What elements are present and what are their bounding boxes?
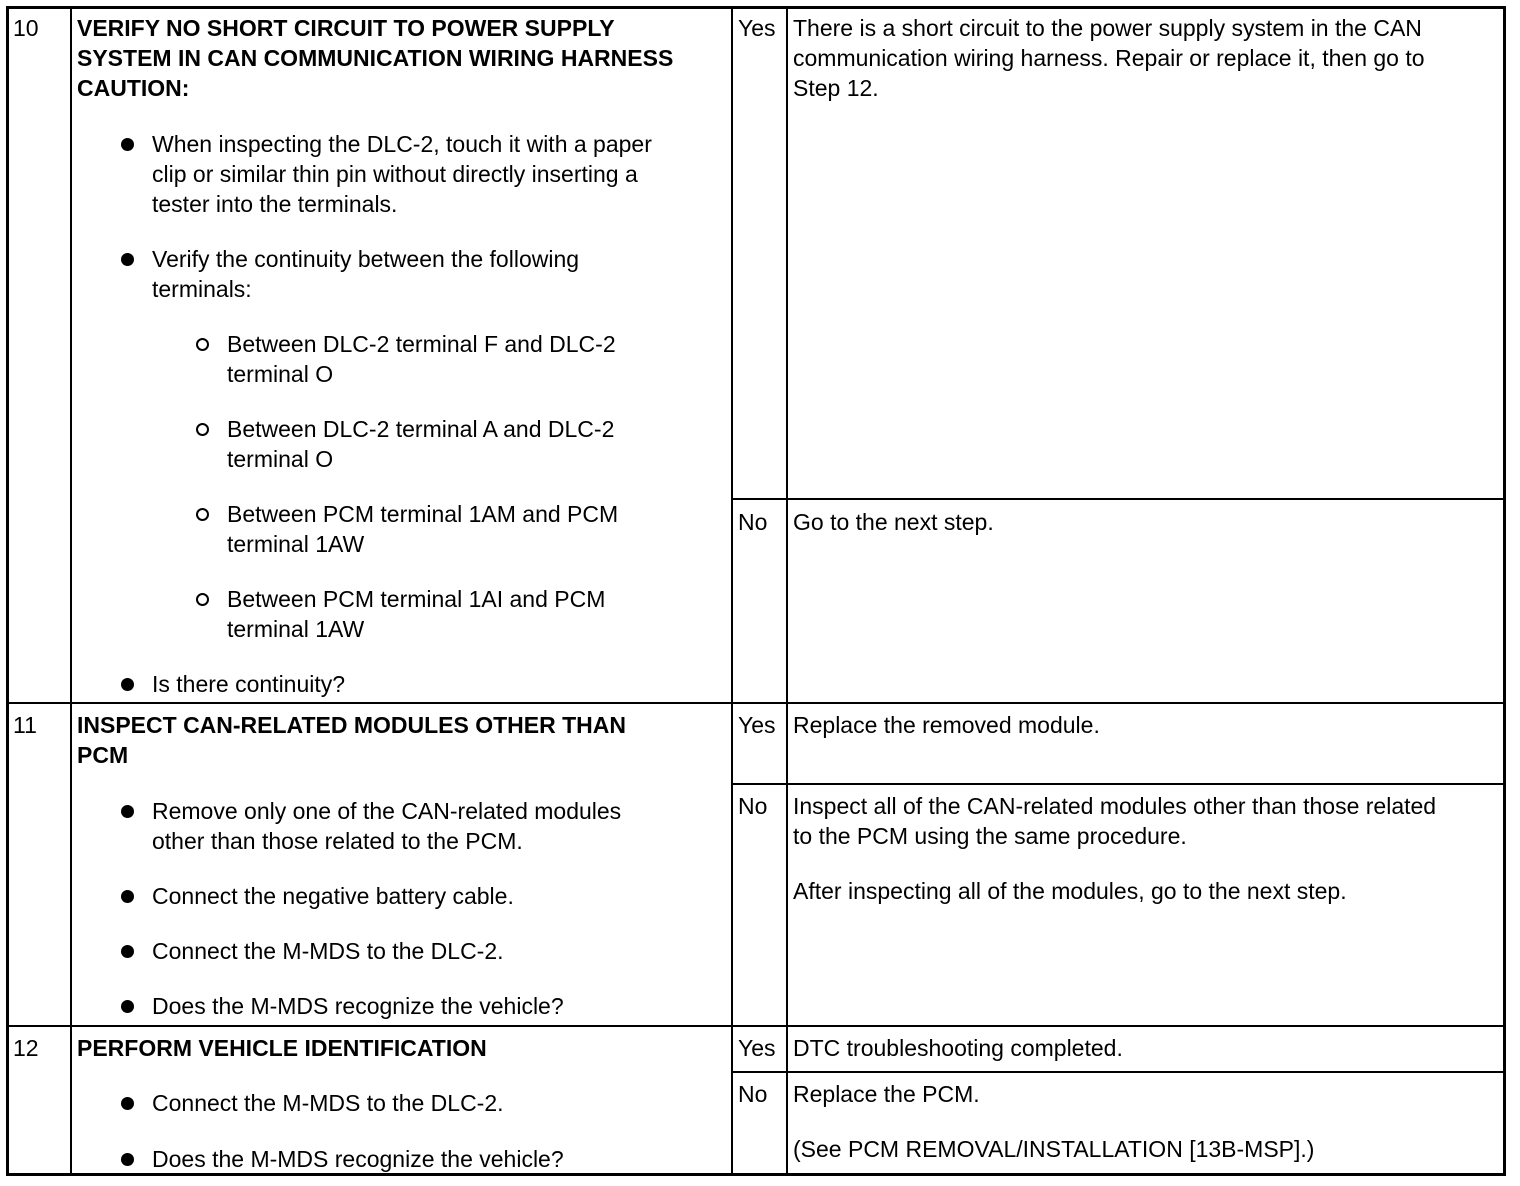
bullet-text-line: other than those related to the PCM.	[152, 828, 523, 854]
bullet-icon	[121, 253, 134, 266]
bullet-text-line: Connect the M-MDS to the DLC-2.	[152, 938, 504, 964]
bullet-text-line: Remove only one of the CAN-related modules	[152, 798, 622, 824]
troubleshooting-table	[6, 6, 1506, 1176]
yes-action-line: Step 12.	[793, 75, 879, 101]
sub-bullet-text-line: terminal O	[227, 446, 334, 472]
bullet-text-line: Verify the continuity between the following	[152, 246, 580, 272]
step-number: 10	[13, 15, 39, 41]
yes-no-divider	[731, 498, 1503, 500]
bullet-text-line: tester into the terminals.	[152, 191, 398, 217]
bullet-icon	[121, 890, 134, 903]
no-action-line: Replace the PCM.	[793, 1081, 980, 1107]
no-action-line: Go to the next step.	[793, 509, 994, 535]
no-action-line: to the PCM using the same procedure.	[793, 823, 1187, 849]
caution-label: CAUTION:	[77, 75, 190, 101]
step-title-line: INSPECT CAN-RELATED MODULES OTHER THAN	[77, 712, 627, 738]
sub-bullet-text-line: terminal O	[227, 361, 334, 387]
no-label: No	[738, 509, 768, 535]
sub-bullet-text-line: Between PCM terminal 1AM and PCM	[227, 501, 619, 527]
bullet-icon	[121, 945, 134, 958]
bullet-text-line: Is there continuity?	[152, 671, 346, 697]
yes-no-divider	[731, 1071, 1503, 1073]
bullet-text-line: When inspecting the DLC-2, touch it with a paper	[152, 131, 652, 157]
sub-bullet-text-line: Between DLC-2 terminal F and DLC-2	[227, 331, 616, 357]
sub-bullet-text-line: terminal 1AW	[227, 531, 365, 557]
no-label: No	[738, 1081, 768, 1107]
step-number: 12	[13, 1035, 39, 1061]
bullet-icon	[121, 1153, 134, 1166]
yes-label: Yes	[738, 1035, 776, 1061]
bullet-text-line: Connect the M-MDS to the DLC-2.	[152, 1090, 504, 1116]
bullet-icon	[121, 1097, 134, 1110]
sub-bullet-icon	[196, 508, 209, 521]
yes-action-line: communication wiring harness. Repair or replace it, then go to	[793, 45, 1425, 71]
yes-label: Yes	[738, 712, 776, 738]
step-number: 11	[13, 712, 37, 738]
step-title-line: PERFORM VEHICLE IDENTIFICATION	[77, 1035, 487, 1061]
column-divider-result	[786, 9, 788, 1173]
column-divider-step	[70, 9, 72, 1173]
step-title-line: PCM	[77, 742, 129, 768]
bullet-text-line: Connect the negative battery cable.	[152, 883, 514, 909]
bullet-text-line: clip or similar thin pin without directly inserting a	[152, 161, 638, 187]
column-divider-inspection	[731, 9, 733, 1173]
yes-action-line: Replace the removed module.	[793, 712, 1100, 738]
bullet-icon	[121, 805, 134, 818]
sub-bullet-icon	[196, 423, 209, 436]
no-action-line: Inspect all of the CAN-related modules other than those related	[793, 793, 1437, 819]
sub-bullet-text-line: terminal 1AW	[227, 616, 365, 642]
yes-no-divider	[731, 783, 1503, 785]
bullet-text-line: Does the M-MDS recognize the vehicle?	[152, 1146, 564, 1172]
sub-bullet-text-line: Between DLC-2 terminal A and DLC-2	[227, 416, 615, 442]
row-divider	[9, 1025, 1503, 1027]
sub-bullet-icon	[196, 338, 209, 351]
sub-bullet-text-line: Between PCM terminal 1AI and PCM	[227, 586, 606, 612]
bullet-text-line: Does the M-MDS recognize the vehicle?	[152, 993, 564, 1019]
step-title-line: VERIFY NO SHORT CIRCUIT TO POWER SUPPLY	[77, 15, 615, 41]
no-action-line: After inspecting all of the modules, go to the next step.	[793, 878, 1347, 904]
bullet-text-line: terminals:	[152, 276, 252, 302]
sub-bullet-icon	[196, 593, 209, 606]
yes-action-line: DTC troubleshooting completed.	[793, 1035, 1123, 1061]
yes-action-line: There is a short circuit to the power supply system in the CAN	[793, 15, 1422, 41]
yes-label: Yes	[738, 15, 776, 41]
bullet-icon	[121, 1000, 134, 1013]
step-title-line: SYSTEM IN CAN COMMUNICATION WIRING HARNESS	[77, 45, 674, 71]
row-divider	[9, 702, 1503, 704]
bullet-icon	[121, 138, 134, 151]
no-action-line: (See PCM REMOVAL/INSTALLATION [13B-MSP].)	[793, 1136, 1315, 1162]
bullet-icon	[121, 678, 134, 691]
no-label: No	[738, 793, 768, 819]
